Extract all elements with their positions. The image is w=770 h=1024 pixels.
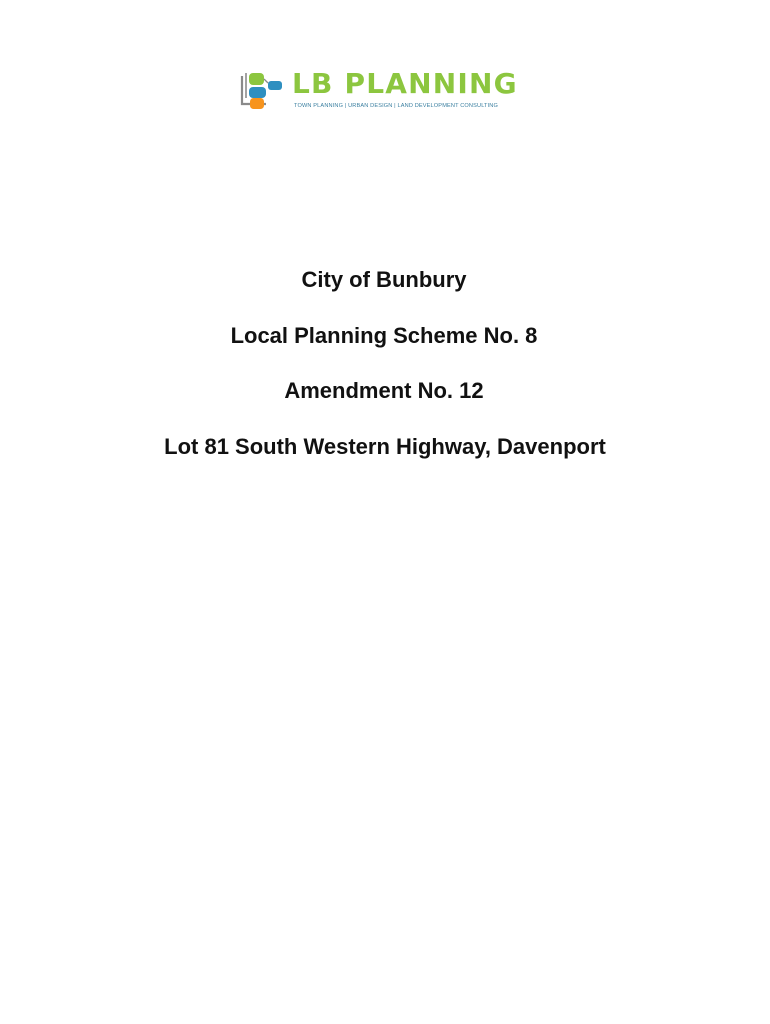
- title-lot-address: Lot 81 South Western Highway, Davenport: [164, 434, 606, 459]
- lb-planning-logo-mark-icon: [236, 70, 288, 112]
- title-amendment: Amendment No. 12: [284, 378, 484, 403]
- lb-planning-logo: [236, 67, 536, 114]
- title-scheme: Local Planning Scheme No. 8: [230, 323, 538, 348]
- logo-tagline: TOWN PLANNING | URBAN DESIGN | LAND DEVELOPMENT CONSULTING: [294, 103, 498, 109]
- logo-wordmark: LB PLANNING: [292, 67, 518, 100]
- title-city: City of Bunbury: [301, 267, 467, 292]
